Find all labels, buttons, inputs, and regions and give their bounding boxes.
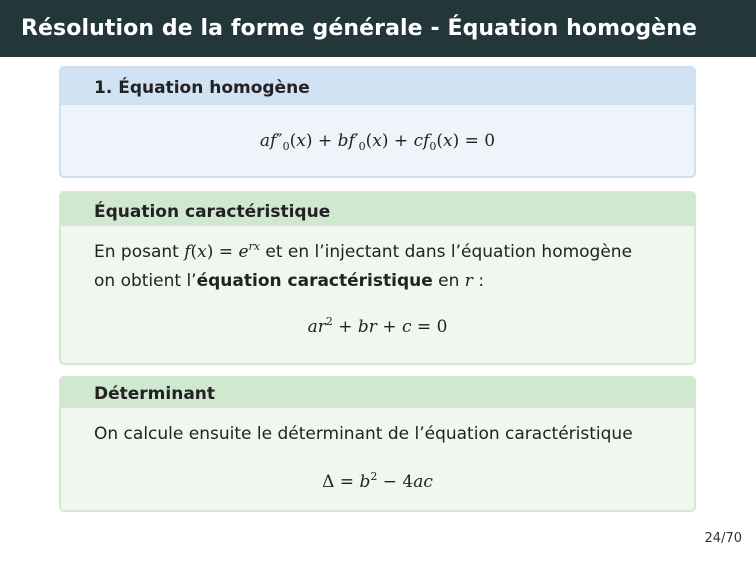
block-title: 1. Équation homogène bbox=[61, 68, 694, 105]
block-body bbox=[61, 408, 694, 510]
text-fragment: et en l’injectant dans l’équation homogène bbox=[259, 242, 633, 262]
text-fragment: En posant bbox=[94, 242, 185, 262]
text-fragment: en bbox=[432, 271, 465, 291]
determinant-formula: $\Delta = b^2 - 4ac$ bbox=[322, 470, 433, 492]
intro-line-1: En posant $f(x) = e^{rx}$ et en l’injectant dans l’équation homogène bbox=[94, 240, 633, 262]
block-body bbox=[61, 105, 694, 176]
text-fragment: : bbox=[472, 271, 485, 291]
homogeneous-equation-block bbox=[59, 66, 696, 178]
text-fragment: on obtient l’ bbox=[94, 271, 197, 291]
bold-term: équation caractéristique bbox=[196, 271, 433, 291]
block-title: Équation caractéristique bbox=[61, 193, 694, 226]
block-title: Déterminant bbox=[61, 378, 694, 408]
page-number: 24/70 bbox=[704, 531, 742, 546]
determinant-text: On calcule ensuite le déterminant de l’équation caractéristique bbox=[94, 424, 633, 444]
variable-r: r bbox=[464, 271, 473, 291]
determinant-block bbox=[59, 376, 696, 512]
slide-title: Résolution de la forme générale - Équation homogène bbox=[0, 0, 756, 57]
block-body bbox=[61, 226, 694, 361]
characteristic-equation: $ar^2$ + br + c = 0 bbox=[307, 315, 448, 337]
homogeneous-equation: $af''_0(x) + bf'_0(x) + cf_0(x) = 0$ bbox=[259, 131, 496, 153]
substitution-formula: f bbox=[184, 242, 191, 262]
intro-line-2 bbox=[94, 271, 484, 291]
characteristic-equation-block bbox=[59, 191, 696, 365]
